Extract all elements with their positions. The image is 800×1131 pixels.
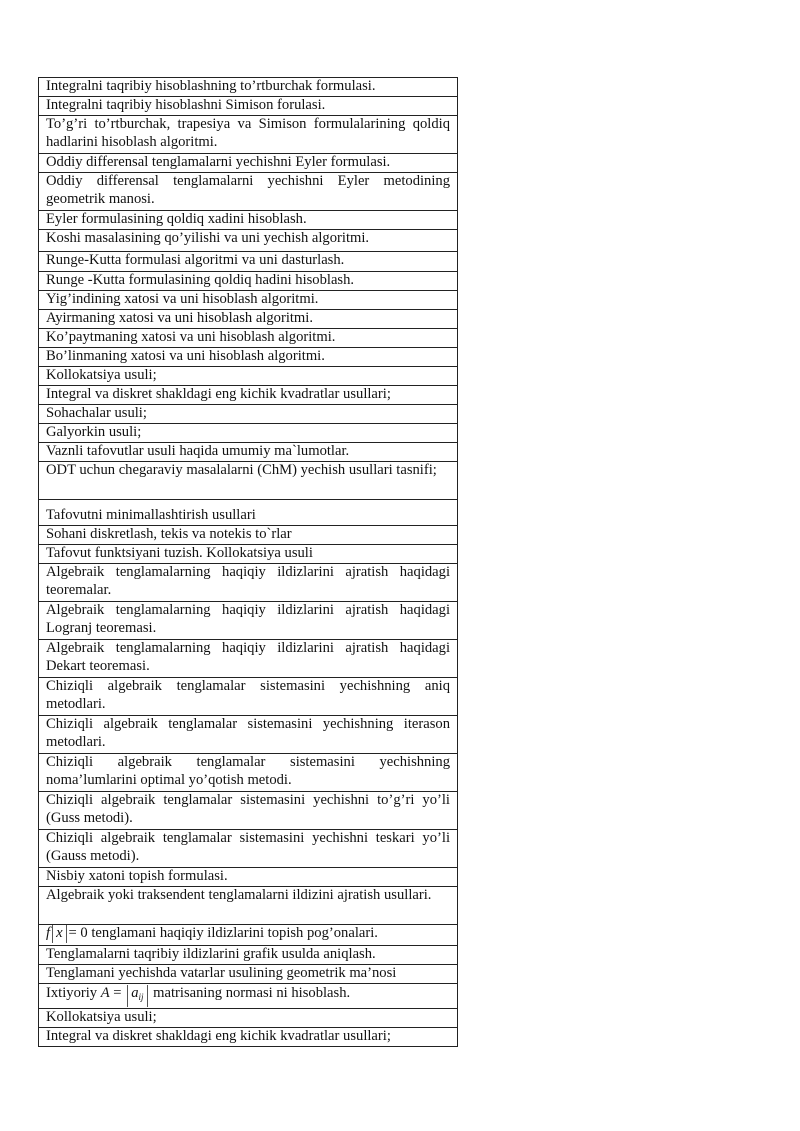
matrix-equals: = xyxy=(109,985,126,1002)
table-cell: Algebraik tenglamalarning haqiqiy ildizlarini ajratish haqidagi Logranj teoremasi. xyxy=(39,602,458,640)
table-cell: Integralni taqribiy hisoblashning to’rtburchak formulasi. xyxy=(39,78,458,97)
table-row xyxy=(39,211,458,230)
table-cell: Galyorkin usuli; xyxy=(39,424,458,443)
table-row xyxy=(39,386,458,405)
table-cell: Algebraik tenglamalarning haqiqiy ildizlarini ajratish haqidagi Dekart teoremasi. xyxy=(39,640,458,678)
table-row xyxy=(39,564,458,602)
table-row xyxy=(39,500,458,526)
table-cell: Chiziqli algebraik tenglamalar sistemasini yechishning aniq metodlari. xyxy=(39,678,458,716)
table-row xyxy=(39,965,458,984)
table-row xyxy=(39,754,458,792)
table-row xyxy=(39,230,458,252)
table-cell: Bo’linmaning xatosi va uni hisoblash algoritmi. xyxy=(39,348,458,367)
table-cell: Eyler formulasining qoldiq xadini hisoblash. xyxy=(39,211,458,230)
table-row xyxy=(39,640,458,678)
table-cell: Runge-Kutta formulasi algoritmi va uni dasturlash. xyxy=(39,252,458,272)
table-row xyxy=(39,887,458,925)
table-cell: Chiziqli algebraik tenglamalar sistemasini yechishning iterason metodlari. xyxy=(39,716,458,754)
table-cell: Chiziqli algebraik tenglamalar sistemasini yechishni to’g’ri yo’li (Guss metodi). xyxy=(39,792,458,830)
table-row xyxy=(39,97,458,116)
table-cell: Runge -Kutta formulasining qoldiq hadini hisoblash. xyxy=(39,272,458,291)
table-row xyxy=(39,716,458,754)
table-cell: Algebraik tenglamalarning haqiqiy ildizlarini ajratish haqidagi teoremalar. xyxy=(39,564,458,602)
table-cell: Vaznli tafovutlar usuli haqida umumiy ma`lumotlar. xyxy=(39,443,458,462)
table-row xyxy=(39,1028,458,1047)
table-cell: Kollokatsiya usuli; xyxy=(39,367,458,386)
table-cell: Sohani diskretlash, tekis va notekis to`rlar xyxy=(39,526,458,545)
table-cell: Nisbiy xatoni topish formulasi. xyxy=(39,868,458,887)
table-row xyxy=(39,291,458,310)
table-row xyxy=(39,173,458,211)
table-row xyxy=(39,545,458,564)
formula-equals-zero: = 0 xyxy=(68,925,88,941)
table-cell: Integralni taqribiy hisoblashni Simison forulasi. xyxy=(39,97,458,116)
table-cell: Tafovut funktsiyani tuzish. Kollokatsiya usuli xyxy=(39,545,458,564)
table-row xyxy=(39,925,458,946)
table-cell: Oddiy differensal tenglamalarni yechishni Eyler metodining geometrik manosi. xyxy=(39,173,458,211)
table-cell: Tenglamani yechishda vatarlar usulining geometrik ma’nosi xyxy=(39,965,458,984)
row-text: tenglamani haqiqiy ildizlarini topish pog’onalari. xyxy=(87,925,378,941)
table-cell xyxy=(39,500,458,526)
table-row xyxy=(39,602,458,640)
table-cell: Sohachalar usuli; xyxy=(39,405,458,424)
table-cell: Algebraik yoki traksendent tenglamalarni ildizini ajratish usullari. xyxy=(39,887,458,925)
table-row xyxy=(39,272,458,291)
table-row xyxy=(39,78,458,97)
table-row xyxy=(39,868,458,887)
table-row xyxy=(39,946,458,965)
table-row xyxy=(39,154,458,173)
table-cell: Integral va diskret shakldagi eng kichik kvadratlar usullari; xyxy=(39,1028,458,1047)
matrix-a-symbol: A xyxy=(100,985,110,1002)
table-row xyxy=(39,984,458,1009)
formula-x: x xyxy=(52,925,66,943)
table-cell xyxy=(39,984,458,1009)
table-cell: Chiziqli algebraik tenglamalar sistemasini yechishning noma’lumlarini optimal yo’qotish metodi. xyxy=(39,754,458,792)
table-row xyxy=(39,1009,458,1028)
table-cell: Oddiy differensal tenglamalarni yechishni Eyler formulasi. xyxy=(39,154,458,173)
table-row xyxy=(39,329,458,348)
table-cell: Koshi masalasining qo’yilishi va uni yechish algoritmi. xyxy=(39,230,458,252)
table-row xyxy=(39,462,458,500)
table-row xyxy=(39,424,458,443)
table-cell: Yig’indining xatosi va uni hisoblash algoritmi. xyxy=(39,291,458,310)
table-row xyxy=(39,310,458,329)
table-row xyxy=(39,792,458,830)
table-row xyxy=(39,348,458,367)
table-cell: Tenglamalarni taqribiy ildizlarini grafik usulda aniqlash. xyxy=(39,946,458,965)
table-cell xyxy=(39,925,458,946)
table-cell: Chiziqli algebraik tenglamalar sistemasini yechishni teskari yo’li (Gauss metodi). xyxy=(39,830,458,868)
row-prefix: Ixtiyoriy xyxy=(46,985,101,1002)
table-row xyxy=(39,116,458,154)
matrix-element-subscript: ij xyxy=(138,992,144,1003)
table-row xyxy=(39,443,458,462)
table-cell: Kollokatsiya usuli; xyxy=(39,1009,458,1028)
row-text: matrisaning normasi ni hisoblash. xyxy=(149,985,351,1002)
table-row xyxy=(39,830,458,868)
topics-table xyxy=(38,77,458,1047)
cell-text: Tafovutni minimallashtirish usullari xyxy=(46,507,256,524)
table-row xyxy=(39,367,458,386)
table-cell: Integral va diskret shakldagi eng kichik kvadratlar usullari; xyxy=(39,386,458,405)
matrix-element xyxy=(127,985,147,1007)
table-cell: ODT uchun chegaraviy masalalarni (ChM) yechish usullari tasnifi; xyxy=(39,462,458,500)
table-row xyxy=(39,526,458,545)
table-cell: Ayirmaning xatosi va uni hisoblash algoritmi. xyxy=(39,310,458,329)
formula-f: f xyxy=(46,925,51,941)
matrix-element-a: a xyxy=(131,985,139,1002)
table-row xyxy=(39,252,458,272)
table-row xyxy=(39,678,458,716)
table-cell: To’g’ri to’rtburchak, trapesiya va Simison formulalarining qoldiq hadlarini hisoblash algoritmi. xyxy=(39,116,458,154)
table-row xyxy=(39,405,458,424)
table-cell: Ko’paytmaning xatosi va uni hisoblash algoritmi. xyxy=(39,329,458,348)
